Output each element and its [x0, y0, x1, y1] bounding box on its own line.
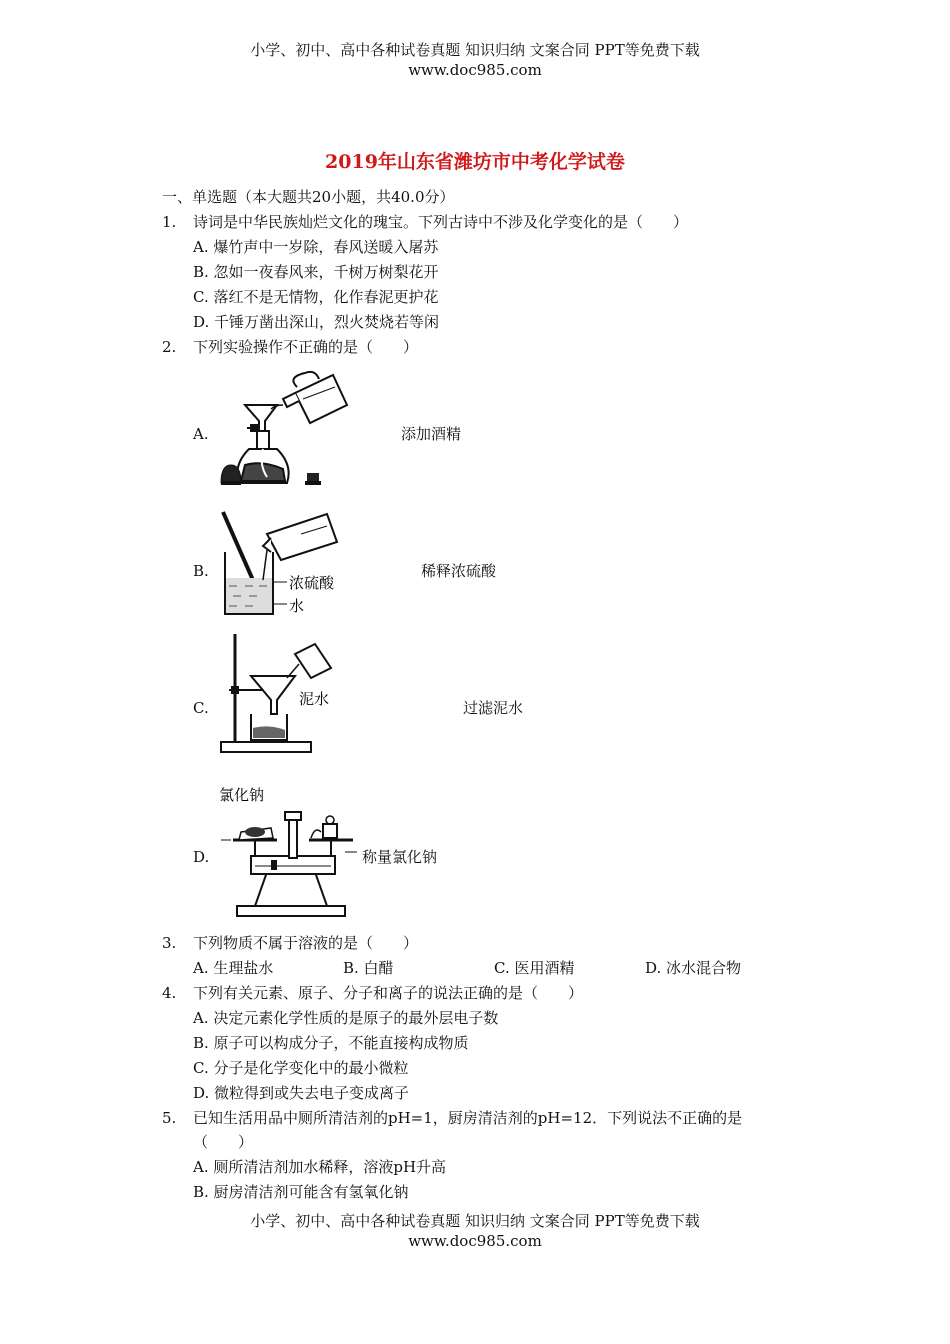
header-banner: 小学、初中、高中各种试卷真题 知识归纳 文案合同 PPT等免费下载: [250, 41, 700, 59]
iron-stand-base: [221, 742, 311, 752]
q2-option-a-letter: A.: [193, 425, 209, 443]
q2-number: 2.: [162, 338, 177, 356]
q1-option-c: C. 落红不是无情物，化作春泥更护花: [193, 288, 439, 306]
q3-option-a: A. 生理盐水: [193, 959, 274, 977]
page-title: 2019年山东省潍坊市中考化学试卷: [325, 151, 625, 173]
q5-option-a: A. 厕所清洁剂加水稀释，溶液pH升高: [193, 1158, 447, 1176]
q1-option-d: D. 千锤万凿出深山，烈火焚烧若等闲: [193, 313, 440, 331]
filter-funnel: [251, 676, 295, 714]
label-water: 水: [289, 597, 305, 615]
balance-illustration: [215, 782, 360, 920]
q5-option-b: B. 厨房清洁剂可能含有氢氧化钠: [193, 1183, 409, 1201]
q4-option-c: C. 分子是化学变化中的最小微粒: [193, 1059, 409, 1077]
q3-number: 3.: [162, 934, 177, 952]
section-heading: 一、单选题（本大题共20小题，共40.0分）: [162, 188, 455, 206]
q2-option-c-letter: C.: [193, 699, 209, 717]
dilute-acid-illustration: [215, 508, 355, 620]
footer-banner: 小学、初中、高中各种试卷真题 知识归纳 文案合同 PPT等免费下载: [250, 1212, 700, 1230]
q4-stem: 下列有关元素、原子、分子和离子的说法正确的是（ ）: [193, 984, 584, 1002]
q3-option-b: B. 白醋: [343, 959, 394, 977]
acid-bottle: [263, 514, 337, 560]
q4-option-b: B. 原子可以构成分子，不能直接构成物质: [193, 1034, 469, 1052]
footer-url[interactable]: www.doc985.com: [408, 1232, 542, 1250]
alcohol-lamp-illustration: [215, 365, 355, 490]
q5-stem-bracket: （ ）: [193, 1133, 254, 1151]
header-url[interactable]: www.doc985.com: [408, 61, 542, 79]
q2-option-d-caption: 称量氯化钠: [362, 848, 438, 866]
filtration-illustration: [215, 632, 355, 757]
q2-stem: 下列实验操作不正确的是（ ）: [193, 338, 419, 356]
balance-base: [237, 906, 345, 916]
q2-option-b-caption: 稀释浓硫酸: [421, 562, 497, 580]
label-concentrated-acid: 浓硫酸: [289, 574, 335, 592]
q2-option-a-caption: 添加酒精: [401, 425, 462, 443]
q4-option-a: A. 决定元素化学性质的是原子的最外层电子数: [193, 1009, 499, 1027]
alcohol-lamp: [237, 425, 288, 483]
q3-stem: 下列物质不属于溶液的是（ ）: [193, 934, 419, 952]
label-muddy-water: 泥水: [299, 690, 330, 708]
q1-stem: 诗词是中华民族灿烂文化的瑰宝。下列古诗中不涉及化学变化的是（ ）: [193, 213, 689, 231]
label-sodium-chloride: 氯化钠: [219, 786, 265, 804]
weight-block: [323, 824, 337, 838]
q2-option-b-letter: B.: [193, 562, 209, 580]
q2-option-d-letter: D.: [193, 848, 210, 866]
q5-number: 5.: [162, 1109, 177, 1127]
q5-stem: 已知生活用品中厕所清洁剂的pH=1，厨房清洁剂的pH=12．下列说法不正确的是: [193, 1109, 743, 1127]
q3-option-d: D. 冰水混合物: [645, 959, 742, 977]
q3-option-c: C. 医用酒精: [494, 959, 575, 977]
q1-option-b: B. 忽如一夜春风来，千树万树梨花开: [193, 263, 439, 281]
q1-option-a: A. 爆竹声中一岁除，春风送暖入屠苏: [193, 238, 439, 256]
q2-option-c-caption: 过滤泥水: [463, 699, 524, 717]
q1-number: 1.: [162, 213, 177, 231]
q4-option-d: D. 微粒得到或失去电子变成离子: [193, 1084, 410, 1102]
alcohol-bottle: [283, 372, 347, 423]
q4-number: 4.: [162, 984, 177, 1002]
pouring-beaker: [295, 644, 331, 678]
